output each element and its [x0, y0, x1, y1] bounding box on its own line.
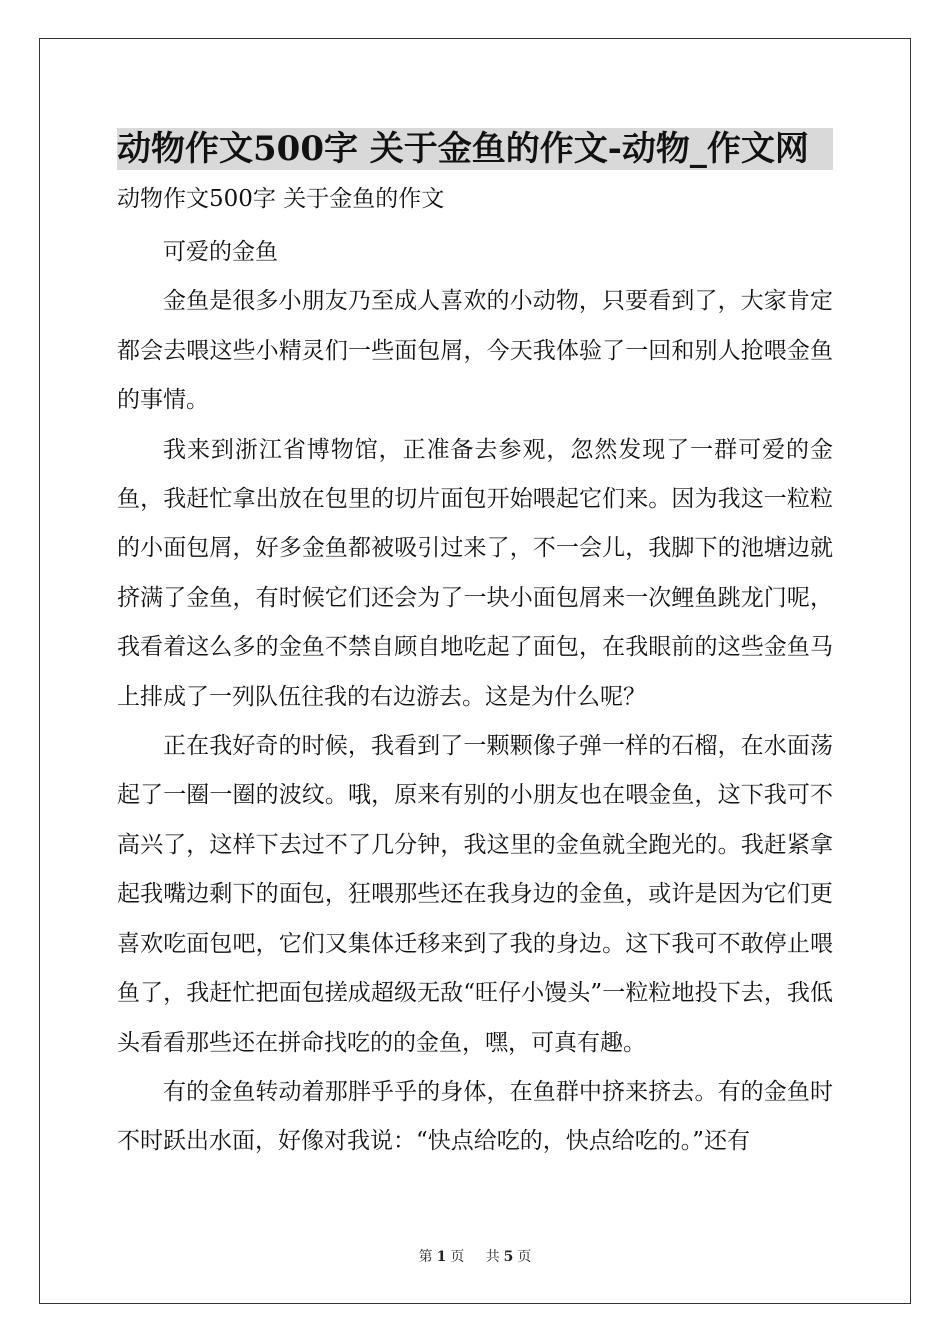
paragraph: 金鱼是很多小朋友乃至成人喜欢的小动物，只要看到了，大家肯定都会去喂这些小精灵们一些面包屑，今天我体验了一回和别人抢喂金鱼的事情。: [117, 288, 833, 414]
document-subtitle: 动物作文500字 关于金鱼的作文: [117, 186, 445, 212]
document-title: 动物作文500字 关于金鱼的作文-动物_作文网: [117, 128, 833, 170]
paragraph: 正在我好奇的时候，我看到了一颗颗像子弹一样的石榴，在水面荡起了一圈一圈的波纹。哦，原来有别的小朋友也在喂金鱼，这下我可不高兴了，这样下去过不了几分钟，我这里的金鱼就全跑光的。我赶紧拿起我嘴边剩下的面包，狂喂那些还在我身边的金鱼，或许是因为它们更喜欢吃面包吧，它们又集体迁移来到了我的身边。这下我可不敢停止喂鱼了，我赶忙把面包搓成超级无敌“旺仔小馒头”一粒粒地投下去，我低头看看那些还在拼命找吃的的金鱼，嘿，可真有趣。: [117, 733, 833, 1056]
page-suffix: 页: [450, 1249, 465, 1265]
total-pages: 5: [503, 1249, 514, 1265]
total-pages-indicator: [484, 1249, 534, 1265]
document-body: [117, 228, 833, 1167]
paragraph-heading: 可爱的金鱼: [163, 239, 278, 265]
paragraph: 我来到浙江省博物馆，正准备去参观，忽然发现了一群可爱的金鱼，我赶忙拿出放在包里的切片面包开始喂起它们来。因为我这一粒粒的小面包屑，好多金鱼都被吸引过来了，不一会儿，我脚下的池塘边就挤满了金鱼，有时候它们还会为了一块小面包屑来一次鲤鱼跳龙门呢，我看着这么多的金鱼不禁自顾自地吃起了面包，在我眼前的这些金鱼马上排成了一列队伍往我的右边游去。这是为什么呢？: [117, 436, 833, 710]
page-number: 1: [436, 1249, 447, 1265]
paragraph: 有的金鱼转动着那胖乎乎的身体，在鱼群中挤来挤去。有的金鱼时不时跃出水面，好像对我说：“快点给吃的，快点给吃的。”还有: [117, 1078, 833, 1155]
total-prefix: 共: [485, 1249, 500, 1265]
page-prefix: 第: [418, 1249, 433, 1265]
page-footer: [0, 1248, 950, 1266]
page-indicator: [417, 1249, 467, 1265]
total-suffix: 页: [517, 1249, 532, 1265]
